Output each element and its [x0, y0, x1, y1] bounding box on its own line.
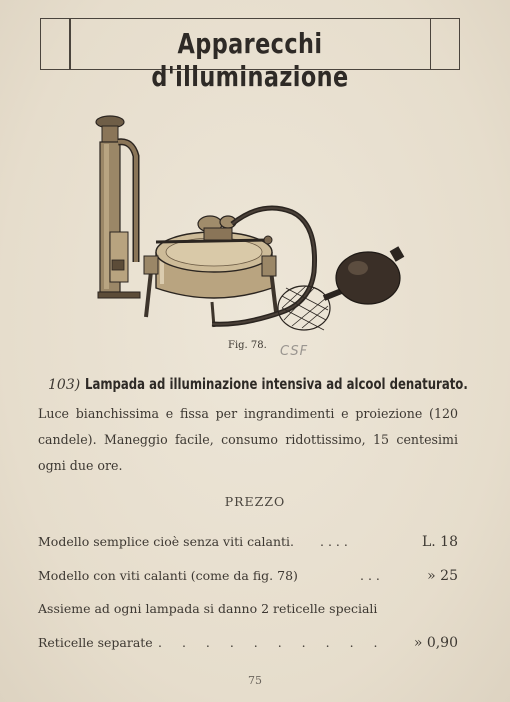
- item-title: Lampada ad illuminazione intensiva ad alcool denaturato.: [85, 375, 469, 393]
- leader-dots: . . . .: [320, 534, 348, 549]
- page-number: 75: [248, 674, 262, 687]
- page-title: Apparecchi d'illuminazione: [151, 27, 349, 93]
- price-row-label: Modello semplice cioè senza viti calanti.: [38, 534, 295, 549]
- pump-tube: [96, 116, 140, 298]
- figure-caption: Fig. 78.: [228, 340, 267, 351]
- title-frame: [40, 18, 460, 93]
- library-stamp: CSF: [280, 344, 309, 359]
- price-value: L. 18: [421, 534, 458, 550]
- price-row-label: Reticelle separate: [38, 635, 153, 650]
- title-frame-left-rule: [69, 19, 71, 69]
- price-value: » 25: [427, 568, 458, 584]
- lamp-reservoir: [144, 216, 276, 327]
- price-heading: PREZZO: [224, 494, 286, 509]
- item-number: 103): [48, 377, 81, 393]
- leader-dots: . . . . . . . . . .: [158, 635, 386, 650]
- price-value: » 0,90: [413, 635, 458, 651]
- rubber-bulb: [324, 246, 404, 304]
- alcohol-lamp-illustration: [92, 112, 412, 342]
- item-description: Luce bianchissima e fissa per ingrandimenti e proiezione (120 candele). Maneggio facile, consumo ridottissimo, 15 centesimi ogni due ore.: [38, 406, 458, 473]
- price-row-label: Modello con viti calanti (come da fig. 78): [38, 568, 298, 583]
- price-row-label: Assieme ad ogni lampada si danno 2 reticelle speciali: [38, 601, 378, 616]
- item-heading: [48, 374, 478, 393]
- title-frame-right-rule: [430, 19, 432, 69]
- leader-dots: . . .: [360, 568, 380, 583]
